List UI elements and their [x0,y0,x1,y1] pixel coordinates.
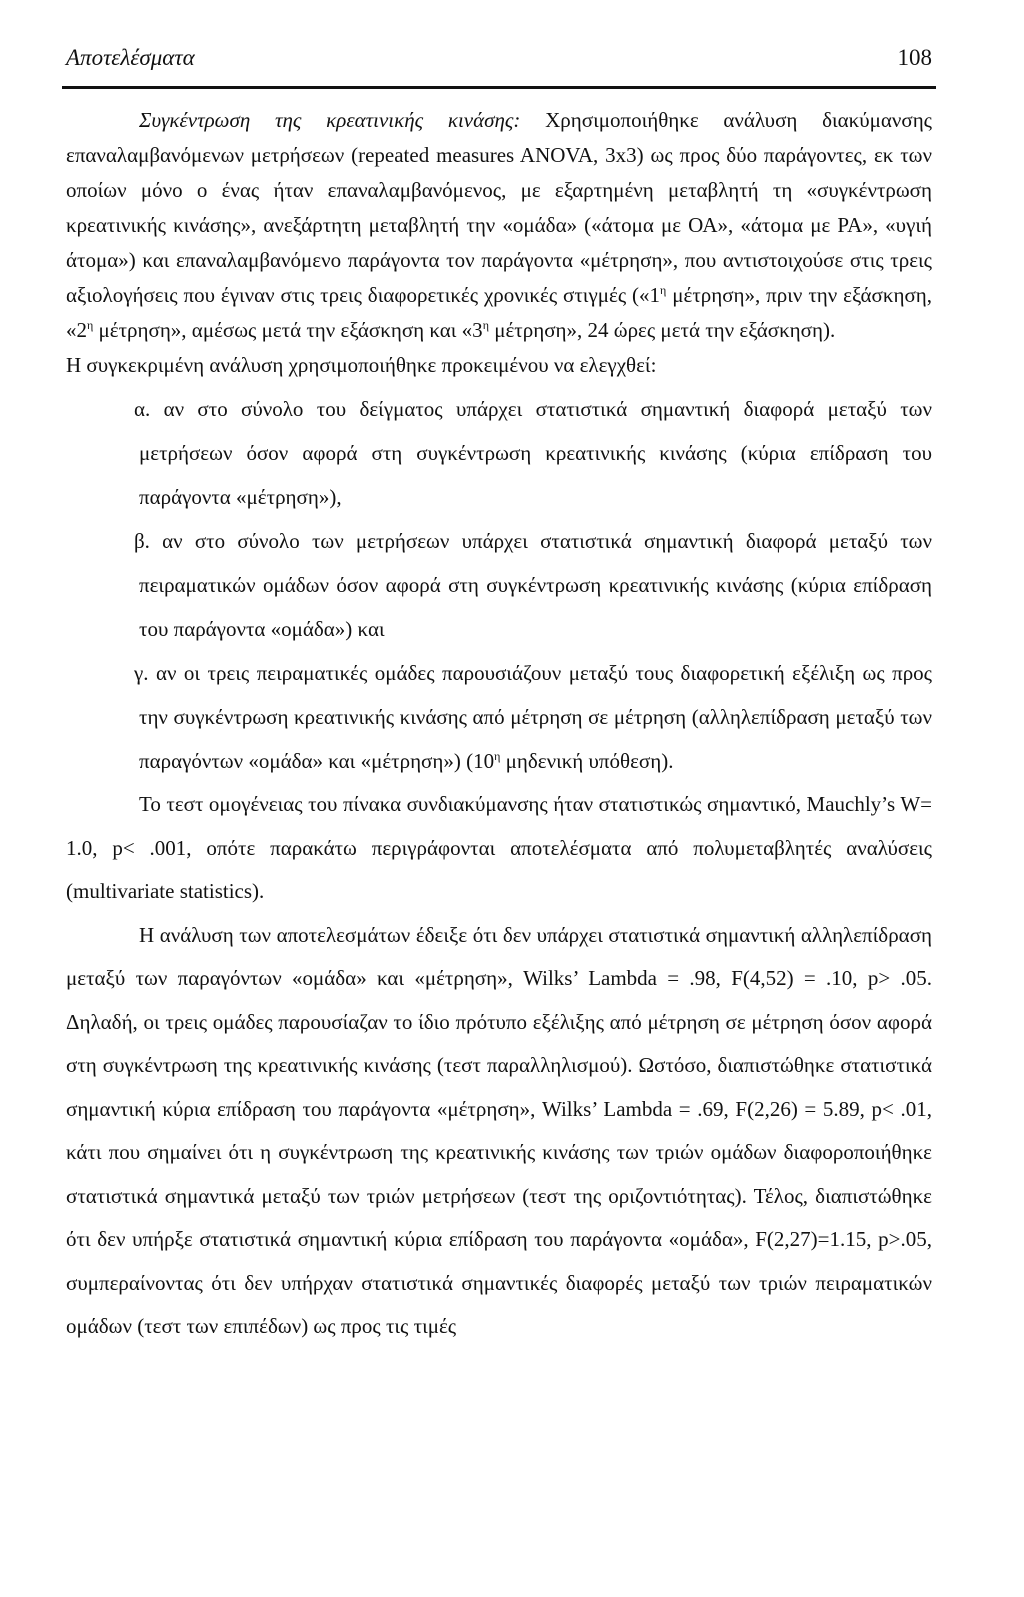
text-run: μηδενική υπόθεση). [500,749,674,773]
superscript: η [87,318,94,332]
text-run: γ. αν οι τρεις πειραματικές ομάδες παρουσιάζουν μεταξύ τους διαφορετική εξέλιξη ως προς την συγκέντρωση κρεατινικής κινάσης από μέτρηση σε μέτρηση (αλληλεπίδραση μεταξύ των παραγόντων «ομάδα» και «μέτρηση») (10 [134,661,932,773]
paragraph-lead: Συγκέντρωση της κρεατινικής κινάσης: [139,108,521,132]
paragraph-mauchly: Το τεστ ομογένειας του πίνακα συνδιακύμανσης ήταν στατιστικώς σημαντικό, Mauchly’s W= 1.0, p< .001, οπότε παρακάτω περιγράφονται αποτελέσματα από πολυμεταβλητές αναλύσεις (multivariate statistics). [66,792,932,903]
superscript: η [660,283,667,297]
body-text [66,103,932,1349]
list-item-c [66,651,932,783]
list-item-a: α. αν στο σύνολο του δείγματος υπάρχει στατιστικά σημαντική διαφορά μεταξύ των μετρήσεων όσον αφορά στη συγκέντρωση κρεατινικής κινάσης (κύρια επίδραση του παράγοντα «μέτρηση»), [134,397,932,509]
paragraph-results: Η ανάλυση των αποτελεσμάτων έδειξε ότι δεν υπάρχει στατιστικά σημαντική αλληλεπίδραση μεταξύ των παραγόντων «ομάδα» και «μέτρηση», Wilks’ Lambda = .98, F(4,52) = .10, p> .05. Δηλαδή, οι τρεις ομάδες παρουσίαζαν το ίδιο πρότυπο εξέλιξης από μέτρηση σε μέτρηση όσον αφορά στη συγκέντρωση της κρεατινικής κινάσης (τεστ παραλληλισμού). Ωστόσο, διαπιστώθηκε στατιστικά σημαντική κύρια επίδραση του παράγοντα «μέτρηση», Wilks’ Lambda = .69, F(2,26) = 5.89, p< .01, κάτι που σημαίνει ότι η συγκέντρωση της κρεατινικής κινάσης των τριών ομάδων διαφοροποιήθηκε στατιστικά σημαντικά μεταξύ των τριών μετρήσεων (τεστ της οριζοντιότητας). Τέλος, διαπιστώθηκε ότι δεν υπήρξε στατιστικά σημαντική κύρια επίδραση του παράγοντα «ομάδα», F(2,27)=1.15, p>.05, συμπεραίνοντας ότι δεν υπήρχαν στατιστικά σημαντικές διαφορές μεταξύ των τριών πειραματικών ομάδων (τεστ των επιπέδων) ως προς τις τιμές [66,922,932,1338]
superscript: η [482,318,489,332]
text-run: Χρησιμοποιήθηκε ανάλυση διακύμανσης επαναλαμβανόμενων μετρήσεων (repeated measures ANOVA, 3x3) ως προς δύο παράγοντες, εκ των οποίων μόνο ο ένας ήταν επαναλαμβανόμενος, με εξαρτημένη μεταβλητή τη «συγκέντρωση κρεατινικής κινάσης», ανεξάρτητη μεταβλητή την «ομάδα» («άτομα με ΟΑ», «άτομα με ΡΑ», «υγιή άτομα») και επαναλαμβανόμενο παράγοντα τον παράγοντα «μέτρηση», που αντιστοιχούσε στις τρεις αξιολογήσεις που έγιναν στις τρεις διαφορετικές χρονικές στιγμές («1 [66,108,932,307]
paragraph-purpose: Η συγκεκριμένη ανάλυση χρησιμοποιήθηκε προκειμένου να ελεγχθεί: [66,353,657,377]
text-run: μέτρηση», πριν την εξάσκηση, «2 [66,283,932,342]
header-rule [62,86,936,89]
text-run: μέτρηση», αμέσως μετά την εξάσκηση και «3 [93,318,483,342]
paragraph-analysis-design [66,103,932,348]
superscript: η [494,749,501,763]
section-title: Αποτελέσματα [66,45,195,70]
list-item-b: β. αν στο σύνολο των μετρήσεων υπάρχει στατιστικά σημαντική διαφορά μεταξύ των πειραματικών ομάδων όσον αφορά στη συγκέντρωση κρεατινικής κινάσης (κύρια επίδραση του παράγοντα «ομάδα») και [134,529,932,641]
page-number: 108 [897,45,932,70]
text-run: μέτρηση», 24 ώρες μετά την εξάσκηση). [488,318,836,342]
